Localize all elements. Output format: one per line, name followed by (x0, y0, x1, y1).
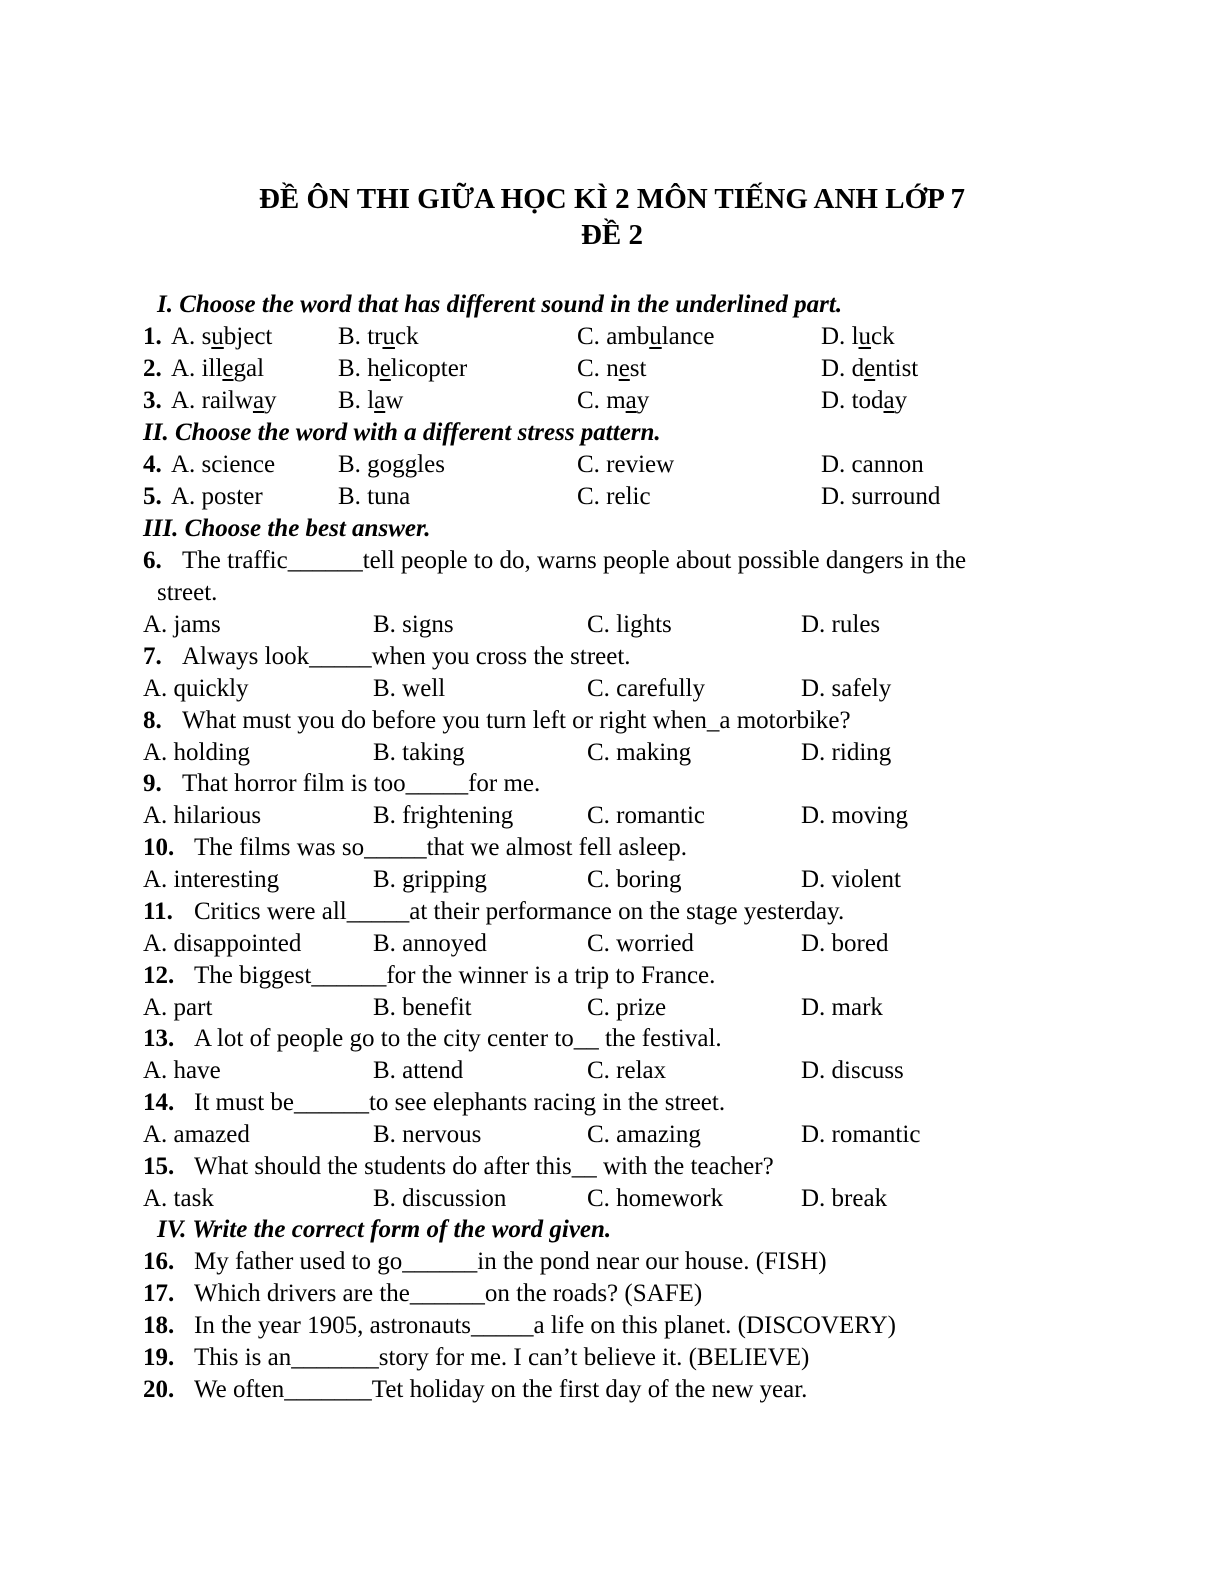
question-stem: My father used to go______in the pond near our house. (FISH) (194, 1248, 827, 1275)
option-b: B. gripping (373, 866, 487, 894)
question-row (0, 705, 1224, 737)
answer-row (0, 673, 1224, 705)
option-b (338, 385, 403, 417)
question-row (0, 385, 1224, 417)
question-stem: The films was so_____that we almost fell asleep. (194, 834, 687, 862)
question-row (0, 545, 1224, 577)
option-b: B. discussion (373, 1184, 507, 1212)
option-a: A. jams (143, 611, 221, 638)
question-row (0, 353, 1224, 385)
option-c: C. relax (587, 1057, 667, 1085)
option-b: B. tuna (338, 483, 411, 510)
answer-row (0, 609, 1224, 641)
underlined-part: u (211, 323, 224, 350)
option-a: A. quickly (143, 675, 249, 702)
option-c: C. boring (587, 866, 682, 894)
underlined-part: a (625, 387, 637, 414)
answer-row (0, 1055, 1224, 1087)
question-number: 15. (143, 1152, 175, 1180)
question-number: 13. (143, 1025, 175, 1053)
option-d: D. cannon (821, 451, 924, 478)
option-text: D. (821, 355, 852, 382)
question-row (0, 481, 1224, 513)
option-d: D. riding (801, 738, 892, 766)
question-number: 3. (143, 387, 162, 414)
option-text: gal (233, 355, 265, 382)
option-b: B. frightening (373, 802, 514, 830)
underlined-part: a (252, 387, 265, 414)
option-c: C. prize (587, 993, 667, 1021)
worksheet-title: ĐỀ ÔN THI GIỮA HỌC KÌ 2 MÔN TIẾNG ANH LỚP 7 (258, 183, 966, 215)
question-row (0, 1151, 1224, 1183)
option-text: C. (577, 355, 607, 382)
question-stem: Which drivers are the______on the roads? (SAFE) (194, 1280, 703, 1307)
option-c: C. review (577, 451, 675, 478)
option-c (577, 385, 649, 417)
question-row (0, 1374, 1224, 1406)
option-d: D. surround (821, 483, 941, 510)
question-stem: What must you do before you turn left or right when_a motorbike? (182, 706, 851, 734)
underlined-part: u (382, 323, 395, 350)
option-d (821, 353, 918, 385)
question-row (0, 1278, 1224, 1310)
question-stem: The traffic______tell people to do, warns people about possible dangers in the (182, 547, 967, 574)
question-number: 16. (143, 1248, 175, 1275)
option-a: A. task (143, 1184, 214, 1212)
answer-row (0, 928, 1224, 960)
option-text: m (606, 387, 626, 414)
question-stem: It must be______to see elephants racing in the street. (194, 1088, 726, 1116)
option-text: w (385, 387, 404, 414)
option-text: y (636, 387, 650, 414)
option-text: st (629, 355, 647, 382)
option-text: bject (223, 323, 273, 350)
option-text: D. (821, 323, 852, 350)
option-b (338, 321, 419, 353)
option-b: B. well (373, 675, 446, 702)
option-text: lance (661, 323, 715, 350)
option-text: A. (171, 355, 202, 382)
option-text: tr (367, 323, 383, 350)
option-c (577, 353, 646, 385)
option-c: C. relic (577, 483, 651, 510)
option-text: B. (338, 355, 368, 382)
question-number: 18. (143, 1312, 175, 1339)
option-text: B. (338, 323, 368, 350)
option-a: A. have (143, 1057, 221, 1085)
question-row (0, 1087, 1224, 1119)
option-text: A. (171, 387, 202, 414)
option-d: D. violent (801, 866, 901, 894)
question-number: 14. (143, 1088, 175, 1116)
question-stem: A lot of people go to the city center to__ the festival. (194, 1025, 722, 1053)
question-row (0, 1246, 1224, 1278)
underlined-part: u (858, 323, 872, 350)
question-number: 1. (143, 323, 162, 350)
option-a: A. holding (143, 738, 250, 766)
question-number: 7. (143, 643, 162, 670)
option-text: ill (201, 355, 223, 382)
question-stem: Always look_____when you cross the street. (182, 643, 631, 670)
underlined-part: e (222, 355, 234, 382)
question-number: 12. (143, 961, 175, 989)
option-d (821, 385, 907, 417)
option-text: D. (821, 387, 852, 414)
option-c: C. homework (587, 1184, 724, 1212)
option-text: ck (871, 323, 895, 350)
option-text: licopter (390, 355, 468, 382)
question-row (0, 321, 1224, 353)
option-text: ntist (875, 355, 919, 382)
option-text: B. (338, 387, 368, 414)
question-row (0, 832, 1224, 864)
question-stem: In the year 1905, astronauts_____a life on this planet. (DISCOVERY) (194, 1312, 896, 1339)
option-c: C. carefully (587, 675, 706, 702)
option-a (171, 385, 277, 417)
option-text: C. (577, 387, 607, 414)
option-d: D. romantic (801, 1120, 921, 1148)
question-row (0, 641, 1224, 673)
question-row (0, 1342, 1224, 1374)
answer-row (0, 864, 1224, 896)
option-c: C. worried (587, 929, 694, 957)
option-text: y (894, 387, 908, 414)
underlined-part: a (883, 387, 895, 414)
option-c: C. romantic (587, 802, 706, 830)
question-number: 20. (143, 1376, 175, 1403)
option-text: C. (577, 323, 607, 350)
underlined-part: u (649, 323, 662, 350)
option-a: A. science (171, 451, 276, 478)
section-heading: IV. Write the correct form of the word given. (157, 1216, 612, 1243)
option-d: D. rules (801, 611, 881, 638)
section-heading: II. Choose the word with a different stress pattern. (143, 419, 661, 446)
option-d (821, 321, 895, 353)
option-text: y (264, 387, 277, 414)
option-text: l (367, 387, 375, 414)
question-number: 19. (143, 1344, 175, 1371)
question-number: 5. (143, 483, 162, 510)
option-c (577, 321, 714, 353)
option-a (171, 353, 264, 385)
option-text: amb (606, 323, 650, 350)
worksheet-subtitle: ĐỀ 2 (580, 219, 644, 251)
question-stem: Critics were all_____at their performance on the stage yesterday. (194, 897, 845, 925)
option-text: s (201, 323, 212, 350)
option-b (338, 353, 467, 385)
question-number: 2. (143, 355, 162, 382)
option-text: d (851, 355, 865, 382)
question-number: 10. (143, 834, 175, 862)
option-d: D. discuss (801, 1057, 904, 1085)
option-a: A. disappointed (143, 929, 302, 957)
section-heading: I. Choose the word that has different sound in the underlined part. (157, 291, 843, 318)
option-b: B. nervous (373, 1120, 482, 1148)
question-number: 4. (143, 451, 162, 478)
answer-row (0, 1119, 1224, 1151)
option-a: A. interesting (143, 866, 280, 894)
option-c: C. making (587, 738, 692, 766)
option-d: D. mark (801, 993, 883, 1021)
option-b: B. goggles (338, 451, 445, 478)
option-text: ck (394, 323, 419, 350)
option-b: B. signs (373, 611, 454, 638)
underlined-part: e (379, 355, 391, 382)
option-d: D. bored (801, 929, 889, 957)
question-row (0, 449, 1224, 481)
option-a (171, 321, 272, 353)
option-text: h (367, 355, 380, 382)
question-row (0, 768, 1224, 800)
underlined-part: e (618, 355, 630, 382)
answer-row (0, 800, 1224, 832)
question-number: 6. (143, 547, 162, 574)
option-b: B. annoyed (373, 929, 487, 957)
option-c: C. lights (587, 611, 672, 638)
question-stem: This is an_______story for me. I can’t believe it. (BELIEVE) (194, 1344, 810, 1371)
answer-row (0, 1183, 1224, 1215)
option-b: B. taking (373, 738, 465, 766)
option-d: D. break (801, 1184, 888, 1212)
question-row (0, 896, 1224, 928)
question-number: 9. (143, 770, 162, 798)
option-a: A. amazed (143, 1120, 250, 1148)
section-heading: III. Choose the best answer. (143, 515, 431, 542)
question-stem: The biggest______for the winner is a trip to France. (194, 961, 716, 989)
question-row (0, 960, 1224, 992)
question-number: 8. (143, 706, 162, 734)
question-row (0, 1023, 1224, 1055)
question-row (0, 1310, 1224, 1342)
option-a: A. poster (171, 483, 263, 510)
option-d: D. moving (801, 802, 908, 830)
option-d: D. safely (801, 675, 892, 702)
option-c: C. amazing (587, 1120, 701, 1148)
option-b: B. benefit (373, 993, 472, 1021)
option-text: A. (171, 323, 202, 350)
option-text: l (851, 323, 859, 350)
question-number: 17. (143, 1280, 175, 1307)
option-a: A. part (143, 993, 213, 1021)
question-number: 11. (143, 897, 173, 925)
option-b: B. attend (373, 1057, 464, 1085)
question-stem-continued: street. (157, 579, 218, 606)
answer-row (0, 992, 1224, 1024)
answer-row (0, 737, 1224, 769)
question-stem: We often_______Tet holiday on the first day of the new year. (194, 1376, 808, 1403)
option-text: tod (851, 387, 884, 414)
option-text: n (606, 355, 619, 382)
question-stem: That horror film is too_____for me. (182, 770, 541, 798)
option-a: A. hilarious (143, 802, 262, 830)
question-stem: What should the students do after this__ with the teacher? (194, 1152, 774, 1180)
underlined-part: a (374, 387, 386, 414)
option-text: railw (201, 387, 253, 414)
underlined-part: e (864, 355, 876, 382)
